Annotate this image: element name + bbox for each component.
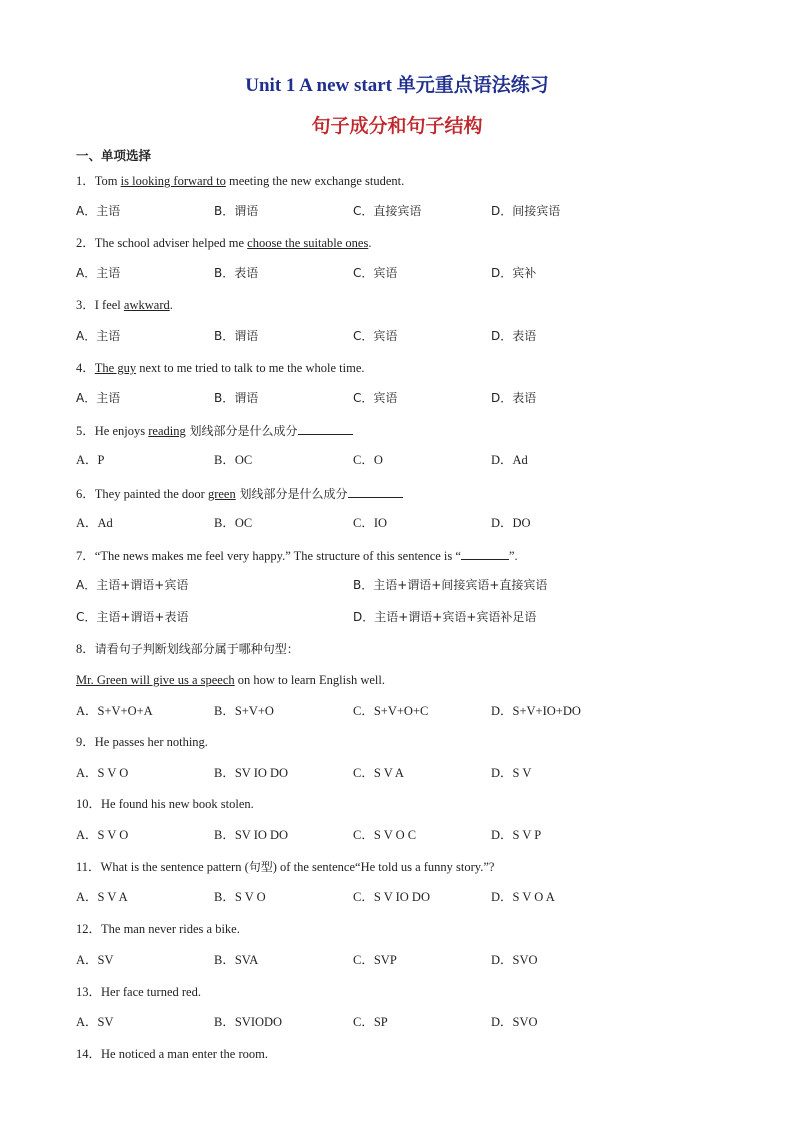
question-number: 11． bbox=[76, 860, 101, 874]
question-stem bbox=[76, 235, 371, 251]
answer-blank[interactable] bbox=[348, 485, 403, 498]
answer-option[interactable]: C．SP bbox=[353, 1015, 388, 1029]
answer-option[interactable]: D．SVO bbox=[491, 1015, 538, 1029]
question-stem bbox=[76, 485, 403, 502]
page-subtitle: 句子成分和句子结构 bbox=[311, 115, 483, 137]
page-title: Unit 1 A new start 单元重点语法练习 bbox=[245, 75, 549, 96]
answer-option[interactable]: B．主语+谓语+间接宾语+直接宾语 bbox=[353, 578, 548, 592]
question-number: 12． bbox=[76, 922, 102, 936]
answer-option[interactable]: A．主语+谓语+宾语 bbox=[76, 578, 189, 592]
text-segment: 句型 bbox=[248, 860, 273, 874]
question-number: 4． bbox=[76, 361, 95, 375]
question-stem bbox=[76, 297, 173, 313]
answer-option[interactable]: D．主语+谓语+宾语+宾语补足语 bbox=[353, 610, 537, 624]
question-stem bbox=[76, 360, 365, 376]
text-segment: 划线部分是什么成分 bbox=[185, 424, 298, 438]
text-segment: next to me tried to talk to me the whole time. bbox=[136, 361, 365, 375]
text-segment: What is the sentence pattern ( bbox=[100, 860, 249, 874]
question-stem bbox=[76, 859, 494, 875]
text-segment: ”. bbox=[508, 549, 518, 563]
answer-blank[interactable] bbox=[461, 547, 509, 560]
answer-option[interactable]: D．宾补 bbox=[491, 266, 537, 280]
question-number: 3． bbox=[76, 298, 95, 312]
answer-option[interactable]: C．S V A bbox=[353, 766, 404, 780]
question-stem bbox=[76, 422, 353, 439]
question-stem bbox=[76, 921, 240, 937]
answer-option[interactable]: A．S V A bbox=[76, 890, 128, 904]
question-stem bbox=[76, 641, 299, 657]
answer-option[interactable]: C．O bbox=[353, 453, 383, 467]
answer-option[interactable]: A．主语 bbox=[76, 204, 121, 218]
underlined-text: green bbox=[207, 487, 236, 501]
answer-option[interactable]: C．宾语 bbox=[353, 391, 398, 405]
question-number: 13． bbox=[76, 985, 102, 999]
question-number: 8． bbox=[76, 642, 95, 656]
answer-option[interactable]: D．S V P bbox=[491, 828, 542, 842]
text-segment: I feel bbox=[94, 298, 124, 312]
answer-blank[interactable] bbox=[298, 422, 353, 435]
question-number: 7． bbox=[76, 549, 95, 563]
answer-option[interactable]: A．S V O bbox=[76, 828, 129, 842]
question-number: 2． bbox=[76, 236, 95, 250]
answer-option[interactable]: B．OC bbox=[214, 516, 253, 530]
underlined-text: awkward bbox=[123, 298, 170, 312]
question-number: 6． bbox=[76, 487, 95, 501]
answer-option[interactable]: D．S V bbox=[491, 766, 532, 780]
answer-option[interactable]: D．SVO bbox=[491, 953, 538, 967]
answer-option[interactable]: D．Ad bbox=[491, 453, 528, 467]
question-stem bbox=[76, 734, 208, 750]
question-stem bbox=[76, 173, 404, 189]
answer-option[interactable]: C．IO bbox=[353, 516, 388, 530]
answer-option[interactable]: C．直接宾语 bbox=[353, 204, 422, 218]
text-segment: . bbox=[169, 298, 173, 312]
answer-option[interactable]: B．谓语 bbox=[214, 204, 259, 218]
text-segment: He passes her nothing. bbox=[94, 735, 208, 749]
answer-option[interactable]: A．S+V+O+A bbox=[76, 704, 153, 718]
section-heading: 一、单项选择 bbox=[76, 148, 152, 163]
text-segment: He enjoys bbox=[94, 424, 149, 438]
text-segment: 请看句子判断划线部分属于哪种句型： bbox=[94, 642, 299, 656]
underlined-text: choose the suitable ones bbox=[247, 236, 369, 250]
underlined-text: The guy bbox=[94, 361, 137, 375]
text-segment: on how to learn English well. bbox=[234, 673, 385, 687]
answer-option[interactable]: A．SV bbox=[76, 953, 114, 967]
text-segment: 划线部分是什么成分 bbox=[235, 487, 348, 501]
answer-option[interactable]: C．宾语 bbox=[353, 329, 398, 343]
answer-option[interactable]: D．间接宾语 bbox=[491, 204, 561, 218]
text-segment: meeting the new exchange student. bbox=[225, 174, 405, 188]
text-segment: ) of the sentence“He told us a funny story.”? bbox=[272, 860, 495, 874]
question-number: 9． bbox=[76, 735, 95, 749]
underlined-text: Mr. Green will give us a speech bbox=[76, 673, 235, 687]
answer-option[interactable]: A．主语 bbox=[76, 391, 121, 405]
answer-option[interactable]: B．OC bbox=[214, 453, 253, 467]
question-stem bbox=[76, 796, 254, 812]
underlined-text: reading bbox=[148, 424, 186, 438]
text-segment: “The news makes me feel very happy.” The structure of this sentence is “ bbox=[94, 549, 461, 563]
answer-option[interactable]: D．S V O A bbox=[491, 890, 555, 904]
answer-option[interactable]: B．表语 bbox=[214, 266, 259, 280]
answer-option[interactable]: D．表语 bbox=[491, 391, 537, 405]
answer-option[interactable]: B．SVIODO bbox=[214, 1015, 283, 1029]
text-segment: Tom bbox=[94, 174, 121, 188]
answer-option[interactable]: A．P bbox=[76, 453, 105, 467]
answer-option[interactable]: A．SV bbox=[76, 1015, 114, 1029]
answer-option[interactable]: B．谓语 bbox=[214, 391, 259, 405]
answer-option[interactable]: A．S V O bbox=[76, 766, 129, 780]
answer-option[interactable]: B．S+V+O bbox=[214, 704, 274, 718]
question-number: 10． bbox=[76, 797, 102, 811]
answer-option[interactable]: C．SVP bbox=[353, 953, 397, 967]
answer-option[interactable]: B．S V O bbox=[214, 890, 266, 904]
question-stem bbox=[76, 984, 201, 1000]
question-sentence bbox=[76, 672, 385, 688]
answer-option[interactable]: D．表语 bbox=[491, 329, 537, 343]
answer-option[interactable]: D．DO bbox=[491, 516, 531, 530]
text-segment: He noticed a man enter the room. bbox=[101, 1047, 268, 1061]
text-segment: Her face turned red. bbox=[101, 985, 201, 999]
text-segment: The school adviser helped me bbox=[94, 236, 248, 250]
question-number: 1． bbox=[76, 174, 95, 188]
answer-option[interactable]: A．主语 bbox=[76, 329, 121, 343]
question-stem bbox=[76, 547, 518, 564]
answer-option[interactable]: B．SVA bbox=[214, 953, 259, 967]
text-segment: The man never rides a bike. bbox=[101, 922, 240, 936]
answer-option[interactable]: C．主语+谓语+表语 bbox=[76, 610, 189, 624]
answer-option[interactable]: C．S+V+O+C bbox=[353, 704, 429, 718]
answer-option[interactable]: B．谓语 bbox=[214, 329, 259, 343]
answer-option[interactable]: A．主语 bbox=[76, 266, 121, 280]
text-segment: . bbox=[368, 236, 372, 250]
underlined-text: is looking forward to bbox=[120, 174, 226, 188]
question-stem bbox=[76, 1046, 268, 1062]
answer-option[interactable]: C．S V IO DO bbox=[353, 890, 430, 904]
text-segment: They painted the door bbox=[94, 487, 208, 501]
text-segment: He found his new book stolen. bbox=[101, 797, 254, 811]
answer-option[interactable]: C．宾语 bbox=[353, 266, 398, 280]
answer-option[interactable]: B．SV IO DO bbox=[214, 828, 289, 842]
question-number: 14． bbox=[76, 1047, 102, 1061]
answer-option[interactable]: B．SV IO DO bbox=[214, 766, 289, 780]
answer-option[interactable]: D．S+V+IO+DO bbox=[491, 704, 581, 718]
question-number: 5． bbox=[76, 424, 95, 438]
answer-option[interactable]: A．Ad bbox=[76, 516, 113, 530]
answer-option[interactable]: C．S V O C bbox=[353, 828, 417, 842]
